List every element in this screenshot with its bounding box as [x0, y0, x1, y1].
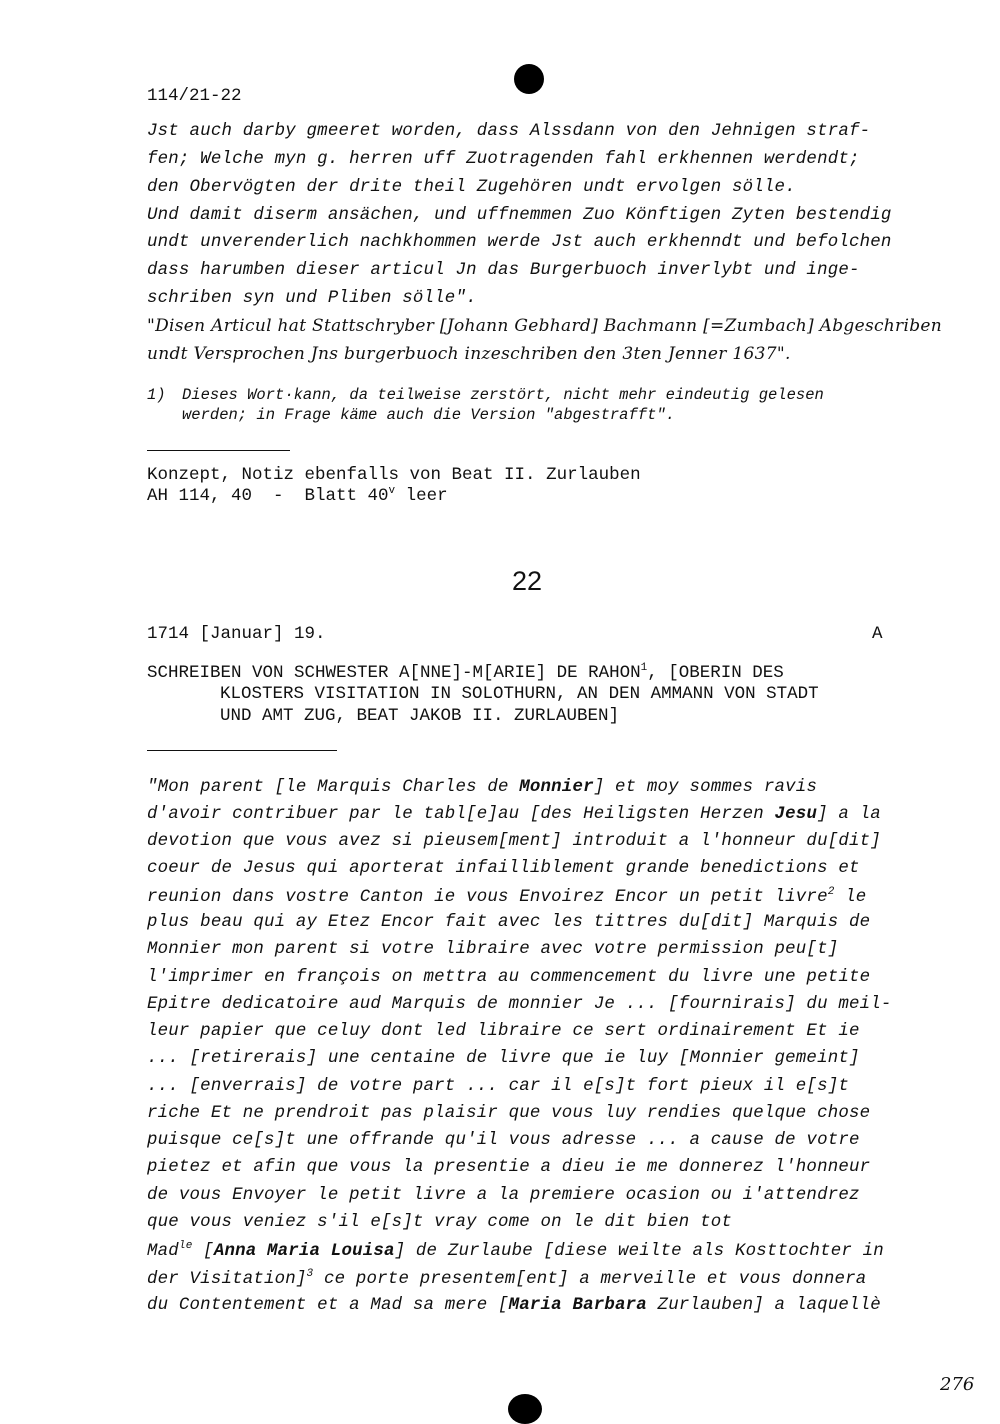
document-number: 22 — [512, 566, 543, 596]
text-line: Jst auch darby gmeeret worden, dass Alssdann von den Jehnigen straf- — [147, 122, 871, 141]
footnote-ref: 2 — [827, 886, 835, 898]
footnote-line: Dieses Wort·kann, da teilweise zerstört, nicht mehr eindeutig gelesen — [182, 386, 824, 404]
text-line — [147, 805, 881, 824]
text-span: ce porte presentem[ent] a merveille et vous donnera — [313, 1269, 867, 1289]
text-span: du Contentement et a Mad sa mere [ — [147, 1296, 509, 1315]
bold-name: Maria Barbara — [508, 1296, 647, 1315]
text-span: Zurlauben] a laquellè — [646, 1296, 881, 1315]
page-reference: 114/21-22 — [147, 86, 242, 106]
heading-text: SCHREIBEN VON SCHWESTER A[NNE]-M[ARIE] DE RAHON — [147, 662, 641, 683]
handwritten-line: undt Versprochen Jns burgerbuoch inzeschriben den 3ten Jenner 1637". — [147, 344, 791, 364]
text-span: ] a la — [817, 805, 881, 824]
text-span: "Mon parent [le Marquis Charles de — [147, 778, 520, 797]
text-line: puisque ce[s]t une offrande qu'il vous adresse ... a cause de votre — [147, 1131, 860, 1150]
text-line: fen; Welche myn g. herren uff Zuotragenden fahl erkhennen werdendt; — [147, 150, 860, 169]
footnote-marker: 1) — [147, 386, 166, 404]
text-line: schriben syn und Pliben sölle". — [147, 289, 477, 308]
source-note: leer — [395, 485, 448, 506]
text-line: de vous Envoyer le petit livre a la premiere ocasion ou i'attendrez — [147, 1186, 860, 1205]
text-line — [147, 1296, 881, 1315]
text-line — [147, 1268, 866, 1289]
text-line: undt unverenderlich nachkhommen werde Jst auch erkhenndt und befolchen — [147, 233, 892, 252]
text-line — [147, 1240, 884, 1261]
heading-line: KLOSTERS VISITATION IN SOLOTHURN, AN DEN AMMANN VON STADT — [220, 684, 819, 704]
text-line: l'imprimer en françois on mettra au commencement du livre une petite — [147, 968, 871, 987]
document-date: 1714 [Januar] 19. — [147, 624, 326, 644]
source-line: Konzept, Notiz ebenfalls von Beat II. Zurlauben — [147, 465, 641, 485]
text-line: ... [enverrais] de votre part ... car il e[s]t fort pieux il e[s]t — [147, 1077, 849, 1096]
text-span: reunion dans vostre Canton ie vous Envoirez Encor un petit livre — [147, 887, 828, 907]
text-line: pietez et afin que vous la presentie a dieu ie me donnerez l'honneur — [147, 1158, 871, 1177]
divider — [147, 750, 337, 751]
footnote-ref: 3 — [306, 1268, 314, 1280]
text-span: d'avoir contribuer par le tabl[e]au [des Heiligsten Herzen — [147, 805, 775, 824]
text-line: Und damit diserm ansächen, und uffnemmen Zuo Könftigen Zyten bestendig — [147, 206, 892, 225]
bold-name: Anna Maria Louisa — [213, 1241, 395, 1261]
text-line — [147, 886, 866, 907]
divider — [147, 450, 290, 451]
bold-name: Jesu — [774, 805, 818, 824]
text-span: [ — [192, 1241, 214, 1261]
heading-text: , [OBERIN DES — [647, 662, 784, 683]
heading-line: UND AMT ZUG, BEAT JAKOB II. ZURLAUBEN] — [220, 706, 620, 726]
text-line: coeur de Jesus qui aporterat infailliblement grande benedictions et — [147, 859, 860, 878]
superscript: le — [178, 1240, 193, 1252]
handwritten-line: "Disen Articul hat Stattschryber [Johann Gebhard] Bachmann [=Zumbach] Abgeschriben — [147, 316, 943, 336]
folio-number: 276 — [940, 1374, 975, 1395]
text-span: Mad — [147, 1241, 179, 1261]
text-line: plus beau qui ay Etez Encor fait avec les tittres du[dit] Marquis de — [147, 913, 871, 932]
text-line — [147, 778, 817, 797]
verso-mark: v — [388, 485, 396, 497]
source-ref: AH 114, 40 - Blatt 40 — [147, 485, 389, 506]
punch-hole-bottom — [508, 1394, 542, 1424]
heading-line — [147, 662, 784, 683]
text-line: Monnier mon parent si votre libraire avec votre permission peu[t] — [147, 940, 839, 959]
footnote-line: werden; in Frage käme auch die Version "abgestrafft". — [182, 406, 675, 424]
punch-hole-top — [514, 64, 544, 94]
text-line: devotion que vous avez si pieusem[ment] introduit a l'honneur du[dit] — [147, 832, 881, 851]
text-span: der Visitation] — [147, 1269, 307, 1289]
text-line: ... [retirerais] une centaine de livre que ie luy [Monnier gemeint] — [147, 1049, 860, 1068]
footnote-ref: 1 — [640, 662, 648, 674]
bold-name: Monnier — [519, 778, 594, 797]
text-line: den Obervögten der drite theil Zugehören undt ervolgen sölle. — [147, 178, 796, 197]
text-line: que vous veniez s'il e[s]t vray come on le dit bien tot — [147, 1213, 732, 1232]
text-span: ] et moy sommes ravis — [593, 778, 818, 797]
document-type-letter: A — [872, 624, 883, 644]
text-span: le — [834, 887, 867, 907]
text-line: dass harumben dieser articul Jn das Burgerbuoch inverlybt und inge- — [147, 261, 860, 280]
text-line: leur papier que celuy dont led libraire ce sert ordinairement Et ie — [147, 1022, 860, 1041]
source-line-2 — [147, 485, 448, 506]
text-line: riche Et ne prendroit pas plaisir que vous luy rendies quelque chose — [147, 1104, 871, 1123]
text-span: ] de Zurlaube [diese weilte als Kosttochter in — [394, 1241, 884, 1261]
text-line: Epitre dedicatoire aud Marquis de monnier Je ... [fournirais] du meil- — [147, 995, 892, 1014]
